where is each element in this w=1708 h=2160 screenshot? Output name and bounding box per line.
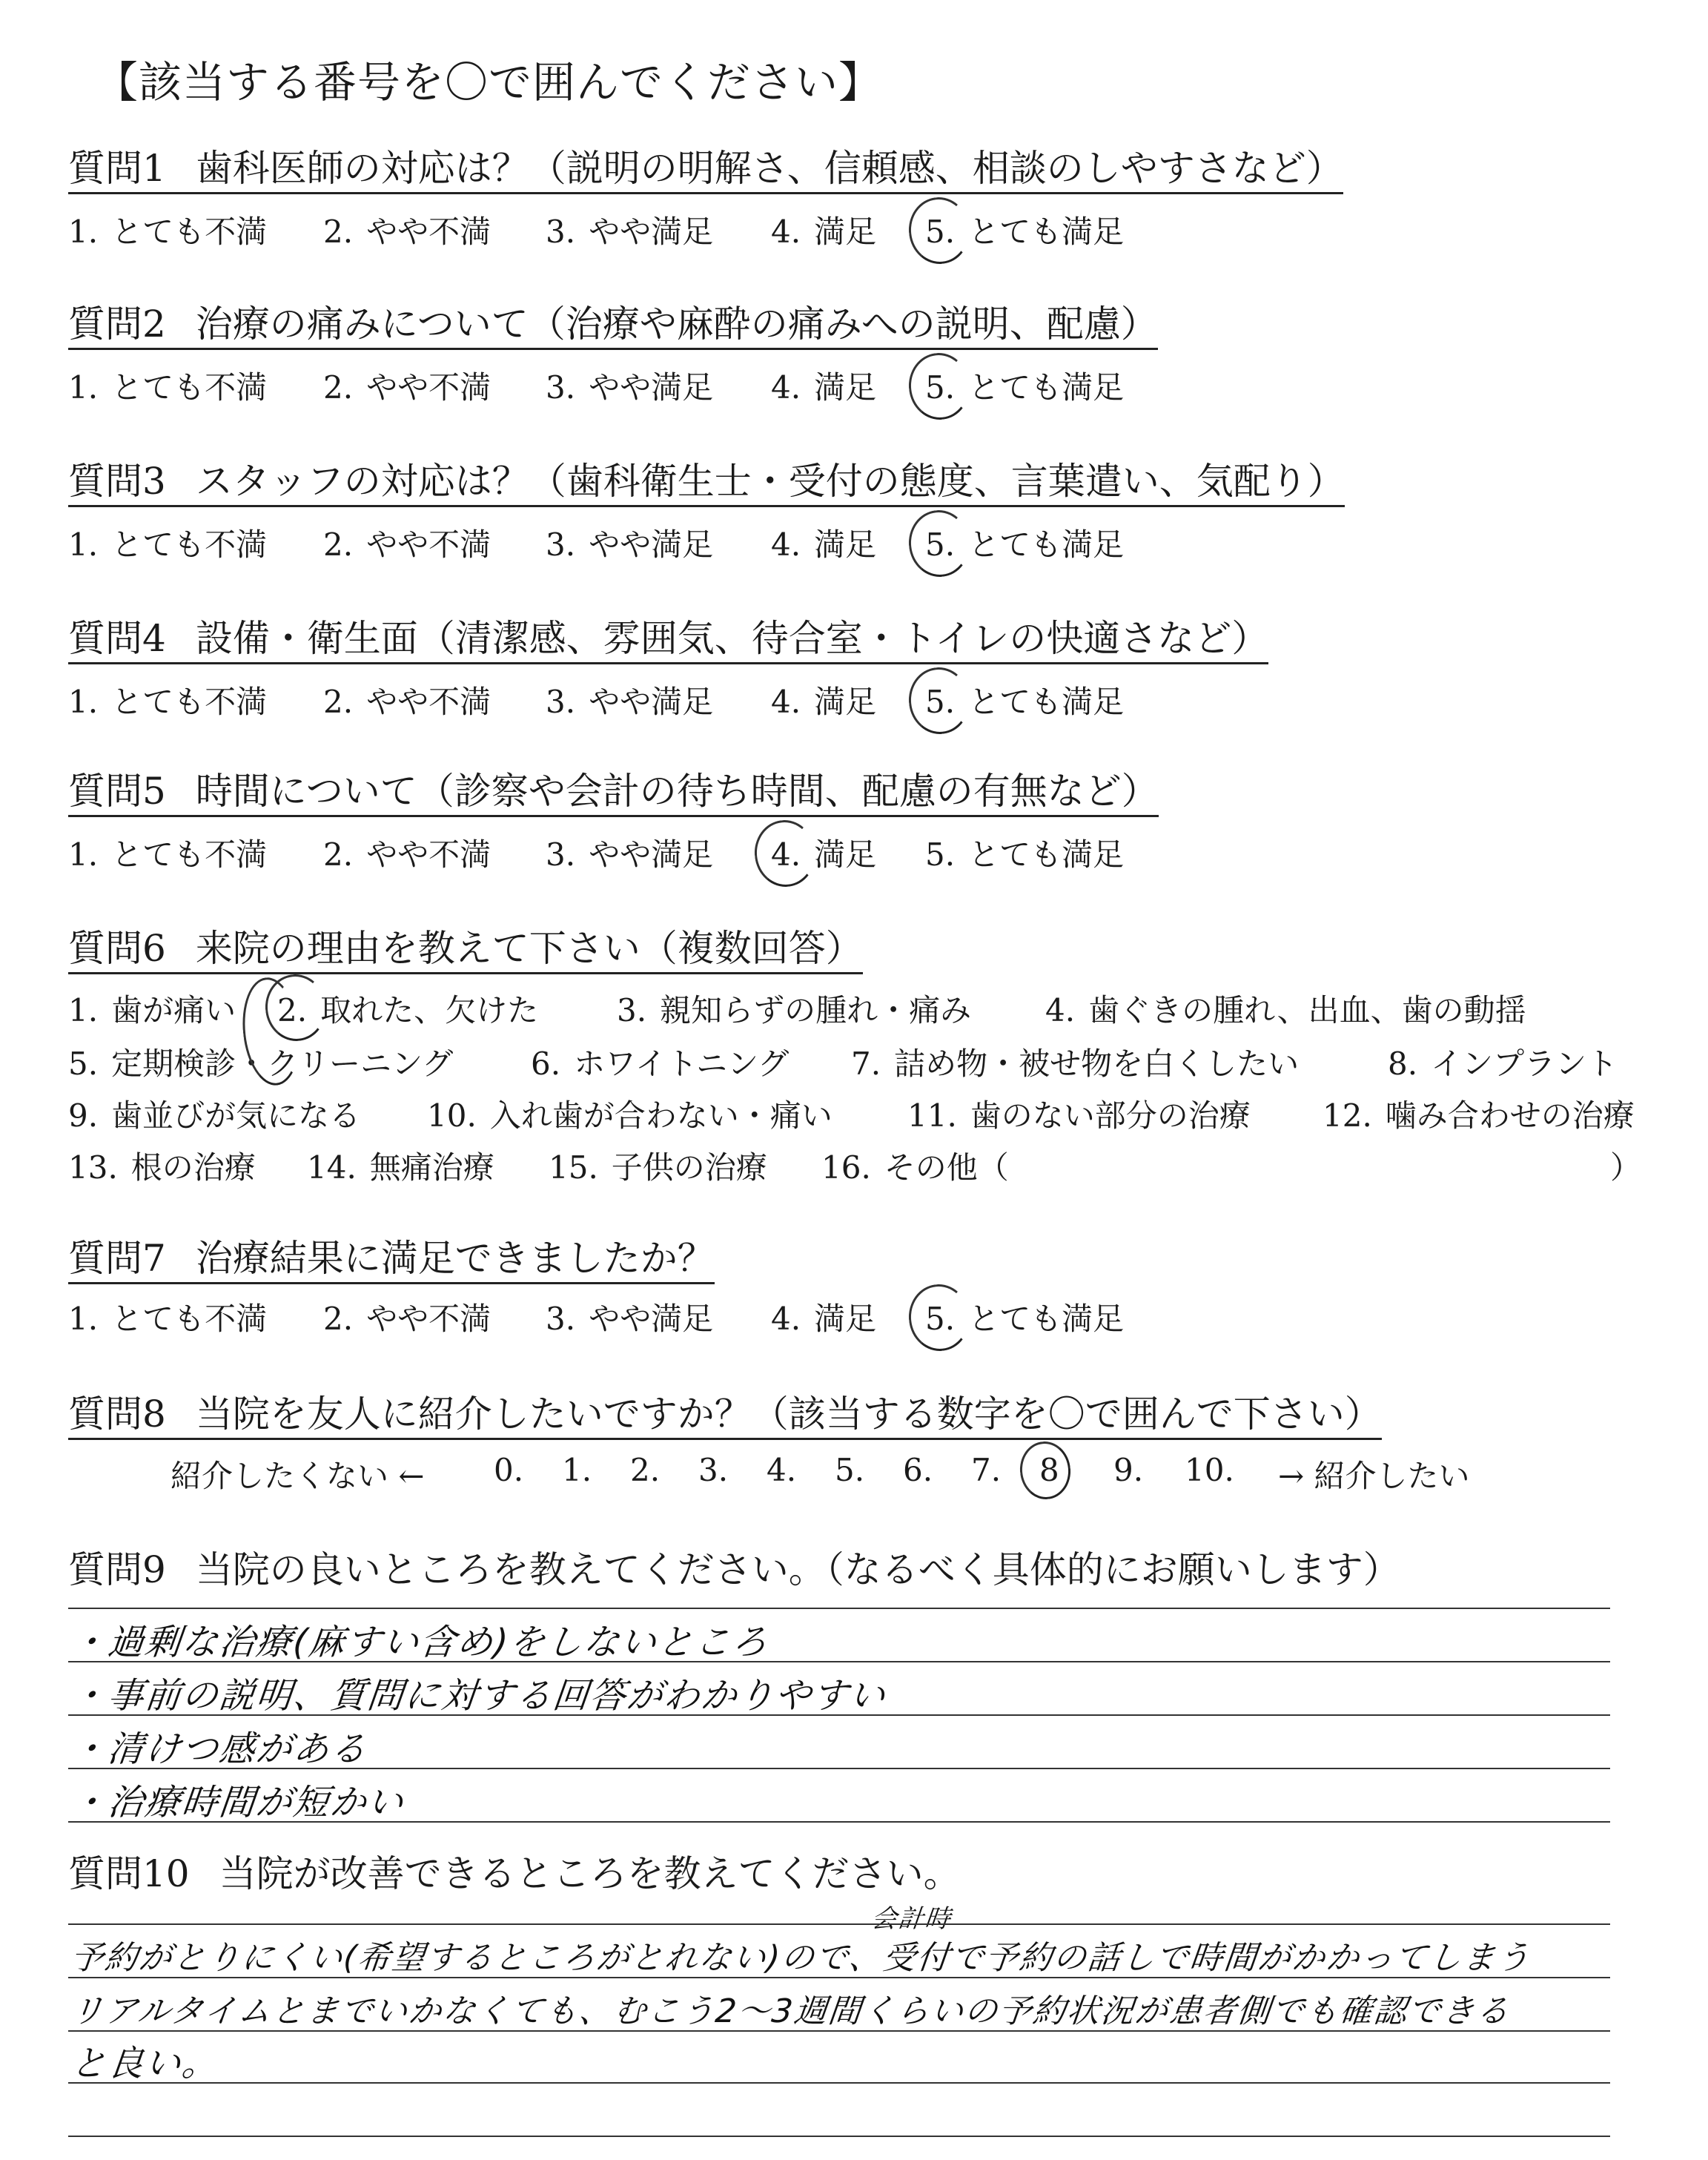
option-1[interactable]: 1. とても不満	[68, 684, 268, 720]
selection-circle	[906, 507, 973, 580]
option-16[interactable]: 16. その他（	[821, 1149, 1009, 1186]
question-text: 時間について（診察や会計の待ち時間、配慮の有無など）	[195, 770, 1159, 813]
q10-insert-note: 会計時	[870, 1904, 953, 1934]
question-number: 質問5	[68, 770, 166, 813]
answer-line	[68, 1821, 1610, 1823]
option-5[interactable]: 5. 定期検診・クリーニング	[68, 1046, 454, 1082]
question-5-title	[68, 771, 1159, 817]
option-3[interactable]: 3. やや満足	[546, 684, 714, 720]
option-4[interactable]: 4. 満足	[771, 214, 877, 250]
option-2[interactable]: 2. やや不満	[323, 836, 491, 873]
option-2[interactable]: 2. やや不満	[323, 369, 491, 406]
option-4[interactable]: 4. 満足	[771, 526, 877, 563]
selection-circle	[906, 664, 973, 737]
q9-answer-2: ・事前の説明、質問に対する回答がわかりやすい	[68, 1675, 889, 1717]
nps-value-6[interactable]: 6.	[903, 1452, 933, 1488]
option-3[interactable]: 3. やや満足	[546, 369, 714, 406]
nps-value-4[interactable]: 4.	[767, 1452, 797, 1488]
question-text: 治療結果に満足できましたか？	[195, 1237, 715, 1280]
option-5[interactable]: 5. とても満足	[925, 684, 1125, 720]
answer-line	[68, 1608, 1610, 1609]
selection-circle	[906, 350, 973, 423]
question-number: 質問1	[68, 147, 166, 190]
question-3-title	[68, 461, 1345, 507]
nps-value-0[interactable]: 0.	[494, 1452, 524, 1488]
question-8-title	[68, 1394, 1382, 1440]
selection-circle	[906, 194, 973, 267]
question-number: 質問7	[68, 1237, 166, 1280]
question-number: 質問8	[68, 1393, 166, 1436]
option-3[interactable]: 3. 親知らずの腫れ・痛み	[617, 992, 972, 1028]
question-number: 質問9	[68, 1548, 166, 1591]
q10-answer-2: リアルタイムとまでいかなくても、むこう2〜3週間くらいの予約状況が患者側でも確認できる	[68, 1992, 1512, 2030]
option-6[interactable]: 6. ホワイトニング	[531, 1046, 790, 1082]
selection-circle	[752, 817, 819, 890]
option-5[interactable]: 5. とても満足	[925, 369, 1125, 406]
question-text: 当院の良いところを教えてください。（なるべく具体的にお願いします）	[195, 1548, 1400, 1591]
option-3[interactable]: 3. やや満足	[546, 1301, 714, 1337]
option-9[interactable]: 9. 歯並びが気になる	[68, 1097, 361, 1134]
nps-value-7[interactable]: 7.	[971, 1452, 1002, 1488]
question-text: 治療の痛みについて（治療や麻酔の痛みへの説明、配慮）	[195, 303, 1158, 346]
nps-right-label: → 紹介したい	[1278, 1458, 1470, 1494]
option-4[interactable]: 4. 歯ぐきの腫れ、出血、歯の動揺	[1045, 992, 1526, 1028]
option-10[interactable]: 10. 入れ歯が合わない・痛い	[427, 1097, 833, 1134]
nps-value-2[interactable]: 2.	[630, 1452, 661, 1488]
nps-value-5[interactable]: 5.	[835, 1452, 865, 1488]
answer-line	[68, 2082, 1610, 2084]
option-1[interactable]: 1. 歯が痛い	[68, 992, 236, 1028]
option-7[interactable]: 7. 詰め物・被せ物を白くしたい	[851, 1046, 1300, 1082]
option-1[interactable]: 1. とても不満	[68, 526, 268, 563]
question-6-title	[68, 928, 863, 974]
option-2[interactable]: 2. やや不満	[323, 526, 491, 563]
answer-line	[68, 1977, 1610, 1978]
option-2[interactable]: 2. やや不満	[323, 214, 491, 250]
option-1[interactable]: 1. とても不満	[68, 369, 268, 406]
question-text: 来院の理由を教えて下さい（複数回答）	[195, 927, 863, 970]
option-3[interactable]: 3. やや満足	[546, 526, 714, 563]
answer-line	[68, 2136, 1610, 2137]
question-1-title	[68, 148, 1343, 194]
question-text: スタッフの対応は？（歯科衛生士・受付の態度、言葉遣い、気配り）	[195, 460, 1345, 503]
option-2[interactable]: 2. やや不満	[323, 684, 491, 720]
nps-value-10[interactable]: 10.	[1185, 1452, 1234, 1488]
q9-answer-3: ・清けつ感がある	[68, 1728, 370, 1770]
option-2[interactable]: 2. 取れた、欠けた	[277, 992, 539, 1028]
question-text: 設備・衛生面（清潔感、雰囲気、待合室・トイレの快適さなど）	[195, 617, 1269, 660]
option-5[interactable]: 5. とても満足	[925, 836, 1125, 873]
q10-answer-3: と良い。	[68, 2043, 222, 2084]
option-5[interactable]: 5. とても満足	[925, 1301, 1125, 1337]
question-number: 質問3	[68, 460, 166, 503]
question-9-title	[68, 1550, 1400, 1593]
question-number: 質問2	[68, 303, 166, 346]
option-11[interactable]: 11. 歯のない部分の治療	[907, 1097, 1251, 1134]
option-4[interactable]: 4. 満足	[771, 1301, 877, 1337]
answer-line	[68, 1714, 1610, 1716]
answer-line	[68, 2030, 1610, 2032]
question-number: 質問6	[68, 927, 166, 970]
page-title: 【該当する番号を〇で囲んでください】	[95, 57, 883, 108]
answer-line	[68, 1923, 1610, 1925]
selection-circle	[1017, 1439, 1073, 1502]
option-8[interactable]: 8. インプラント	[1388, 1046, 1618, 1082]
question-2-title	[68, 304, 1158, 350]
option-13[interactable]: 13. 根の治療	[68, 1149, 256, 1186]
nps-value-9[interactable]: 9.	[1113, 1452, 1144, 1488]
option-15[interactable]: 15. 子供の治療	[549, 1149, 767, 1186]
question-7-title	[68, 1238, 715, 1284]
option-5[interactable]: 5. とても満足	[925, 526, 1125, 563]
option-12[interactable]: 12. 噛み合わせの治療	[1323, 1097, 1635, 1134]
option-1[interactable]: 1. とても不満	[68, 1301, 268, 1337]
option-4[interactable]: 4. 満足	[771, 684, 877, 720]
option-1[interactable]: 1. とても不満	[68, 836, 268, 873]
answer-line	[68, 1661, 1610, 1662]
question-text: 当院を友人に紹介したいですか？（該当する数字を〇で囲んで下さい）	[195, 1393, 1382, 1436]
question-4-title	[68, 618, 1268, 664]
option-4[interactable]: 4. 満足	[771, 369, 877, 406]
question-number: 質問10	[68, 1852, 190, 1895]
other-close-paren: ）	[1610, 1149, 1642, 1186]
option-3[interactable]: 3. やや満足	[546, 836, 714, 873]
option-3[interactable]: 3. やや満足	[546, 214, 714, 250]
nps-value-8[interactable]: 8	[1039, 1452, 1059, 1488]
q9-answer-1: ・過剰な治療(麻すい含め)をしないところ	[68, 1622, 771, 1663]
question-number: 質問4	[68, 617, 166, 660]
nps-value-1[interactable]: 1.	[562, 1452, 592, 1488]
question-10-title	[68, 1854, 961, 1898]
selection-circle	[906, 1281, 973, 1354]
nps-value-3[interactable]: 3.	[698, 1452, 729, 1488]
option-2[interactable]: 2. やや不満	[323, 1301, 491, 1337]
nps-left-label: 紹介したくない ←	[171, 1458, 425, 1494]
option-1[interactable]: 1. とても不満	[68, 214, 268, 250]
q10-answer-1: 予約がとりにくい(希望するところがとれない)ので、受付で予約の話しで時間がかかってしまう	[68, 1939, 1533, 1977]
option-4[interactable]: 4. 満足	[771, 836, 877, 873]
question-text: 歯科医師の対応は？（説明の明解さ、信頼感、相談のしやすさなど）	[195, 147, 1343, 190]
q9-answer-4: ・治療時間が短かい	[68, 1782, 407, 1823]
answer-line	[68, 1768, 1610, 1769]
option-14[interactable]: 14. 無痛治療	[307, 1149, 494, 1186]
question-text: 当院が改善できるところを教えてください。	[219, 1852, 961, 1895]
option-5[interactable]: 5. とても満足	[925, 214, 1125, 250]
